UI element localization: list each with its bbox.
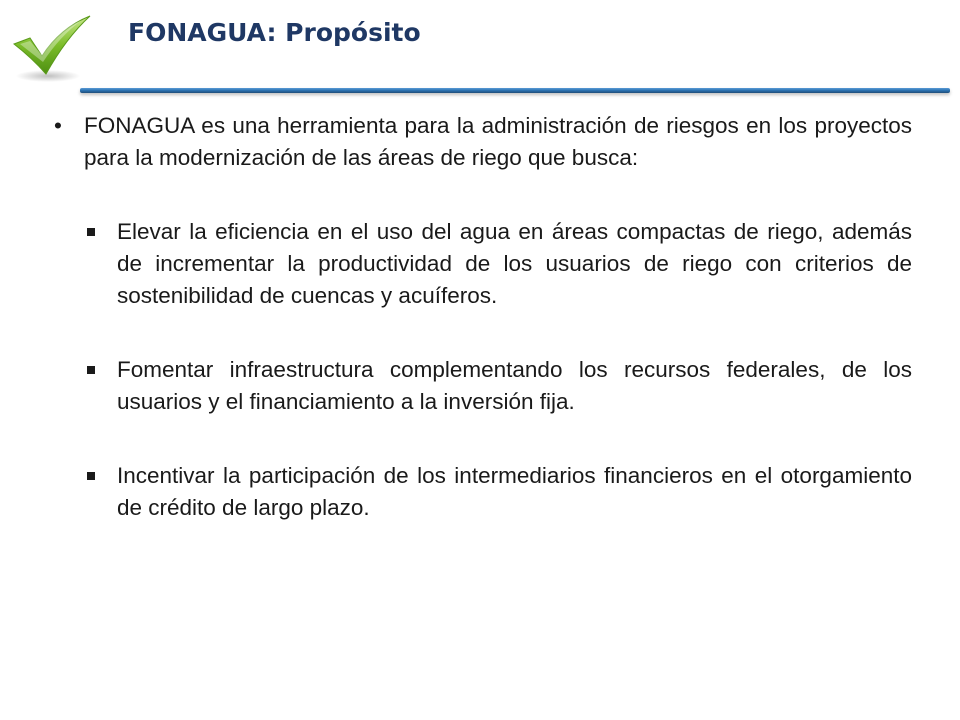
square-bullet-icon <box>87 472 95 480</box>
sub-bullet-text: Elevar la eficiencia en el uso del agua en áreas compactas de riego, además de incrementar la productividad de los usuarios de riego con criterios de sostenibilidad de cuencas y acuíferos. <box>117 219 912 308</box>
sub-bullet-item <box>84 354 912 418</box>
title-divider <box>80 88 950 93</box>
sub-bullet-item <box>84 216 912 312</box>
bullet-dot-icon: • <box>54 113 62 138</box>
checkmark-icon <box>10 14 94 84</box>
square-bullet-icon <box>87 366 95 374</box>
sub-bullet-item <box>84 460 912 524</box>
sub-bullet-text: Incentivar la participación de los intermediarios financieros en el otorgamiento de crédito de largo plazo. <box>117 463 912 520</box>
slide-content <box>54 110 912 566</box>
main-bullet-text: FONAGUA es una herramienta para la administración de riesgos en los proyectos para la modernización de las áreas de riego que busca: <box>84 113 912 170</box>
page-title: FONAGUA: Propósito <box>128 18 421 47</box>
sub-bullet-list <box>54 216 912 524</box>
square-bullet-icon <box>87 228 95 236</box>
sub-bullet-text: Fomentar infraestructura complementando los recursos federales, de los usuarios y el financiamiento a la inversión fija. <box>117 357 912 414</box>
main-bullet <box>54 110 912 174</box>
